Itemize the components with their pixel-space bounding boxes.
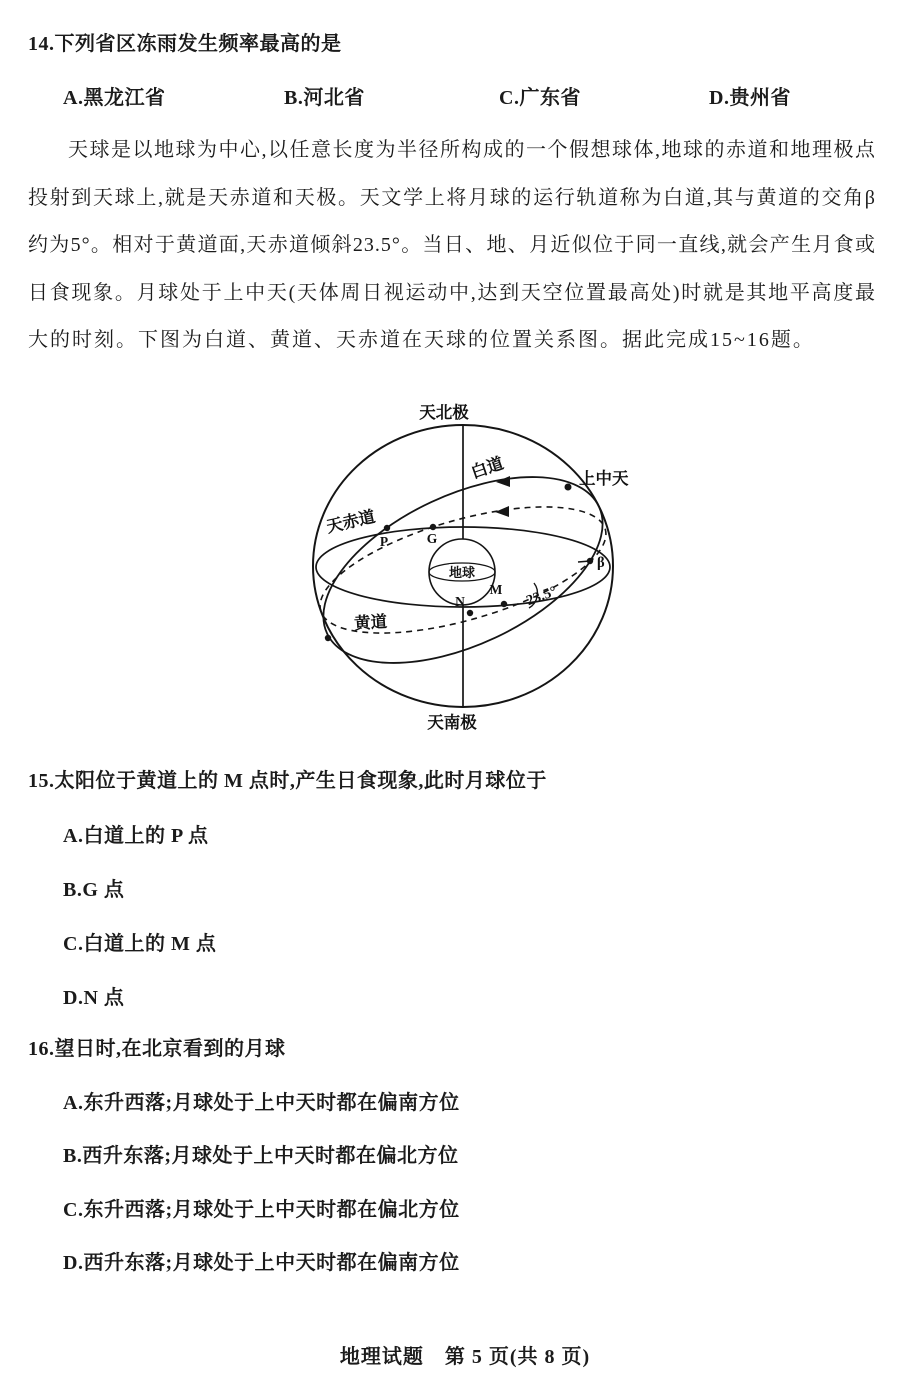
q16-option-a: A.东升西落;月球处于上中天时都在偏南方位 [63,1092,460,1114]
q16-option-c: C.东升西落;月球处于上中天时都在偏北方位 [63,1199,460,1221]
north-pole-label: 天北极 [419,403,469,422]
q14-option-b: B.河北省 [284,87,365,109]
point-P-dot [384,525,390,531]
passage-line: 约为5°。相对于黄道面,天赤道倾斜23.5°。当日、地、月近似位于同一直线,就会产生月食或 [28,234,876,256]
moon-path-label: 白道 [468,453,506,483]
point-N-label: N [455,594,465,609]
q14-option-d: D.贵州省 [709,87,791,109]
point-M-label: M [489,582,503,597]
point-G-dot [430,524,436,530]
moon-path-arrow-icon [496,476,510,487]
question-15-stem: 15.太阳位于黄道上的 M 点时,产生日食现象,此时月球位于 [28,770,547,792]
upper-culmination-label: 上中天 [579,469,629,488]
q15-option-a: A.白道上的 P 点 [63,825,209,847]
equator-label: 天赤道 [324,506,378,537]
question-14-stem: 14.下列省区冻雨发生频率最高的是 [28,33,342,55]
descending-node-dot [325,635,331,641]
point-M-dot [501,601,507,607]
ecliptic-arrow-icon [495,506,509,517]
angle-23-5-label: 23.5° [524,583,560,610]
q15-option-b: B.G 点 [63,879,125,901]
point-N-dot [467,610,473,616]
passage-line: 投射到天球上,就是天赤道和天极。天文学上将月球的运行轨道称为白道,其与黄道的交角β [28,187,876,209]
passage-line: 日食现象。月球处于上中天(天体周日视运动中,达到天空位置最高处)时就是其地平高度最 [28,282,876,304]
q15-option-c: C.白道上的 M 点 [63,933,217,955]
beta-label: β [597,555,605,571]
earth-label: 地球 [448,565,476,580]
q16-option-b: B.西升东落;月球处于上中天时都在偏北方位 [63,1145,459,1167]
ecliptic-label: 黄道 [353,611,388,634]
south-pole-label: 天南极 [427,713,477,732]
q14-option-a: A.黑龙江省 [63,87,166,109]
question-16-stem: 16.望日时,在北京看到的月球 [28,1038,286,1060]
question-14-options [0,87,900,113]
beta-node-dot [587,558,593,564]
q16-option-d: D.西升东落;月球处于上中天时都在偏南方位 [63,1252,460,1274]
passage-line: 大的时刻。下图为白道、黄道、天赤道在天球的位置关系图。据此完成15~16题。 [28,329,815,351]
point-P-label: P [379,534,389,549]
page-footer: 地理试题 第 5 页(共 8 页) [339,1346,591,1368]
passage-line: 天球是以地球为中心,以任意长度为半径所构成的一个假想球体,地球的赤道和地理极点 [68,139,876,161]
upper-culmination-dot [565,484,572,491]
q14-option-c: C.广东省 [499,87,581,109]
q15-option-d: D.N 点 [63,987,125,1009]
celestial-sphere-diagram [280,390,660,742]
point-G-label: G [426,531,438,546]
